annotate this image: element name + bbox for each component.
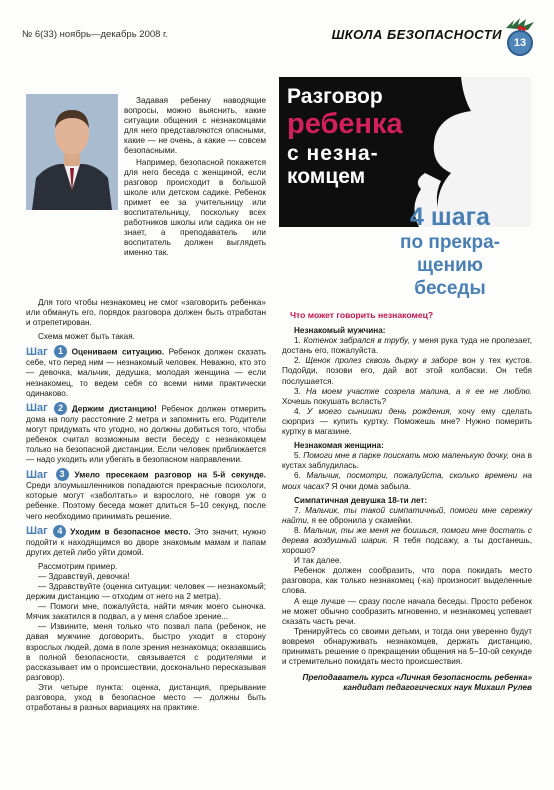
right-column xyxy=(282,310,532,693)
step-3-badge: Шаг 3 xyxy=(26,469,69,481)
heading-woman: Незнакомая женщина: xyxy=(294,441,384,451)
title-line-3: с незна- xyxy=(287,142,379,165)
author-photo xyxy=(26,94,118,210)
example-line-1: — Здравствуй, девочка! xyxy=(38,571,130,581)
left-column xyxy=(26,298,266,713)
signature-line-2: кандидат педагогических наук Михаил Рулев xyxy=(343,683,532,693)
subtitle-line-1: 4 шага xyxy=(410,203,490,231)
example-line-3: — Помоги мне, пожалуйста, найти мячик моего сыночка. Мячик закатился в подвал, а у меня слабое зрение... xyxy=(26,602,266,622)
example-line-4: — Извините, меня только что позвал папа (ребенок, не давая мужчине договорить, быстро уходит в сторону взрослых людей, дома в поле зрения незнакомца; оказавшись в полной безопасности, связывается с родителями и рассказывает им о происшествии, досконально пересказывая разговор). xyxy=(26,622,266,682)
intro-paragraph-1: Задавая ребенку наводящие вопросы, можно выяснить, какие ситуации общения с незнакомцами для него представляются опасными, какие — не очень, а какие — совсем безопасными. xyxy=(124,96,266,156)
title-line-4: комцем xyxy=(287,165,366,188)
man-item-3: 3. На моем участке созрела малина, а я ее не люблю. Хочешь покушать всласть? xyxy=(282,386,532,406)
right-paragraph-2: А еще лучше — сразу после начала беседы. Просто ребенок не может обычно сообразить мгновенно, и незнакомец успевает сказать часть речи. xyxy=(282,596,532,626)
heading-man: Незнакомый мужчина: xyxy=(294,326,386,336)
woman-item-6: 6. Мальчик, посмотри, пожалуйста, сколько времени на моих часах? Я очки дома забыла. xyxy=(282,471,532,491)
heading-girl: Симпатичная девушка 18-ти лет: xyxy=(294,495,428,505)
subtitle-line-4: беседы xyxy=(414,278,486,299)
question-heading: Что может говорить незнакомец? xyxy=(290,310,434,320)
girl-item-7: 7. Мальчик, ты такой симпатичный, помоги мне сережку найти, я ее обронила у скамейки. xyxy=(282,505,533,525)
page-header xyxy=(14,26,502,44)
issue-info: № 6(33) ноябрь—декабрь 2008 г. xyxy=(22,29,169,40)
subtitle-line-2: по прекра- xyxy=(399,232,501,253)
scheme-text: Схема может быть такая. xyxy=(38,332,135,342)
subtitle-line-3: щению xyxy=(417,255,483,276)
man-item-1: 1. Котенок забрался в трубу, у меня рука туда не пролезает, достань его, пожалуйста. xyxy=(282,336,533,356)
intro-paragraph-3: Для того чтобы незнакомец не смог «заговорить ребенка» или обмануть его, порядок разговора должен быть отработан и отрепетирован. xyxy=(26,298,266,328)
title-line-2: ребенка xyxy=(287,108,403,140)
step-1-badge: Шаг 1 xyxy=(26,346,67,358)
step-4: Шаг 4 Уходим в безопасное место. Это значит, нужно подойти к находящимся во дворе знакомым мамам и папам других детей либо уйти домой. xyxy=(26,525,266,557)
step-2-badge: Шаг 2 xyxy=(26,402,67,414)
man-item-2: 2. Щенок пролез сквозь дырку в заборе вон у тех кустов. Подойди, позови его, дай вот этой колбаски. Он тебя послушается. xyxy=(282,356,532,386)
woman-item-5: 5. Помоги мне в парке поискать мою маленькую дочку, она в кустах заблудилась. xyxy=(282,451,533,471)
intro-top xyxy=(124,96,266,259)
step-2: Шаг 2 Держим дистанцию! Ребенок должен отмерить дома на полу расстояние 2 метра и запомнить его. Родители могут придумать что угодно, но должны добиться того, чтобы ребенок считал возможным вести беседу с незнакомцем только на безопасной дистанции. Если человек приближается — надо уходить или убегать в безопасном направлении. xyxy=(26,402,267,465)
closing-paragraph: Эти четыре пункта: оценка, дистанция, прерывание разговора, уход в безопасное место — должны быть отработаны в разных вариациях на практике. xyxy=(26,682,266,713)
step-4-badge: Шаг 4 xyxy=(26,525,66,537)
intro-paragraph-2: Например, безопасной покажется для него беседа с женщиной, если разговор происходит в большой школе или детском садике. Ребенок примет ее за учительницу или воспитательницу, поскольку всех работников школы или садика он не знает, а преподаватель или воспитатель должен выглядеть именно так. xyxy=(124,157,266,258)
man-item-4: 4. У моего сынишки день рождения, хочу ему сделать сюрприз — купить куртку. Поможешь мне? Нужно померить куртку в магазине. xyxy=(282,406,533,437)
example-intro: Рассмотрим пример. xyxy=(38,561,118,571)
step-3: Шаг 3 Умело пресекаем разговор на 5-й секунде. Среди злоумышленников попадаются прекрасные психологи, которые могут «заболтать» и взрослого, не говоря уж о ребенке. Поэтому беседа может длиться 5–10 секунд, после чего необходимо принимать решение. xyxy=(26,468,267,521)
signature-line-1: Преподаватель курса «Личная безопасность ребенка» xyxy=(302,673,532,683)
page-number-badge xyxy=(500,10,540,64)
step-1: Шаг 1 Оцениваем ситуацию. Ребенок должен сказать себе, что перед ним — незнакомый человек. Неважно, кто это — девочка, мальчик, дедушка, молодая женщина — если незнакомец, то ведем себя со всеми ними практически одинаково. xyxy=(26,345,266,398)
subtitle-block xyxy=(370,204,530,300)
title-line-1: Разговор xyxy=(287,85,383,108)
and-so-on: И так далее. xyxy=(294,556,342,566)
example-line-2: — Здравствуйте (оценка ситуации: человек — незнакомый; держим дистанцию — отходим от него на 2 метра). xyxy=(26,581,266,602)
right-paragraph-3: Тренируйтесь со своими детьми, и тогда они уверенно будут вовремя обнаруживать незнакомцев, держать дистанцию, принимать решение о прекращении общения на 5–10-ой секунде и стремительно покидать место происшествия. xyxy=(282,626,532,667)
section-title: ШКОЛА БЕЗОПАСНОСТИ xyxy=(331,27,502,42)
page-number: 13 xyxy=(507,30,533,56)
right-paragraph-1: Ребенок должен сообразить, что пора покидать место разговора, как только незнакомец (-ка) произносит выделенные слова. xyxy=(282,566,532,596)
girl-item-8: 8. Мальчик, ты же меня не боишься, помоги мне достать с дерева воздушный шарик. Я тебя подсажу, а ты достанешь, хорошо? xyxy=(282,525,532,556)
